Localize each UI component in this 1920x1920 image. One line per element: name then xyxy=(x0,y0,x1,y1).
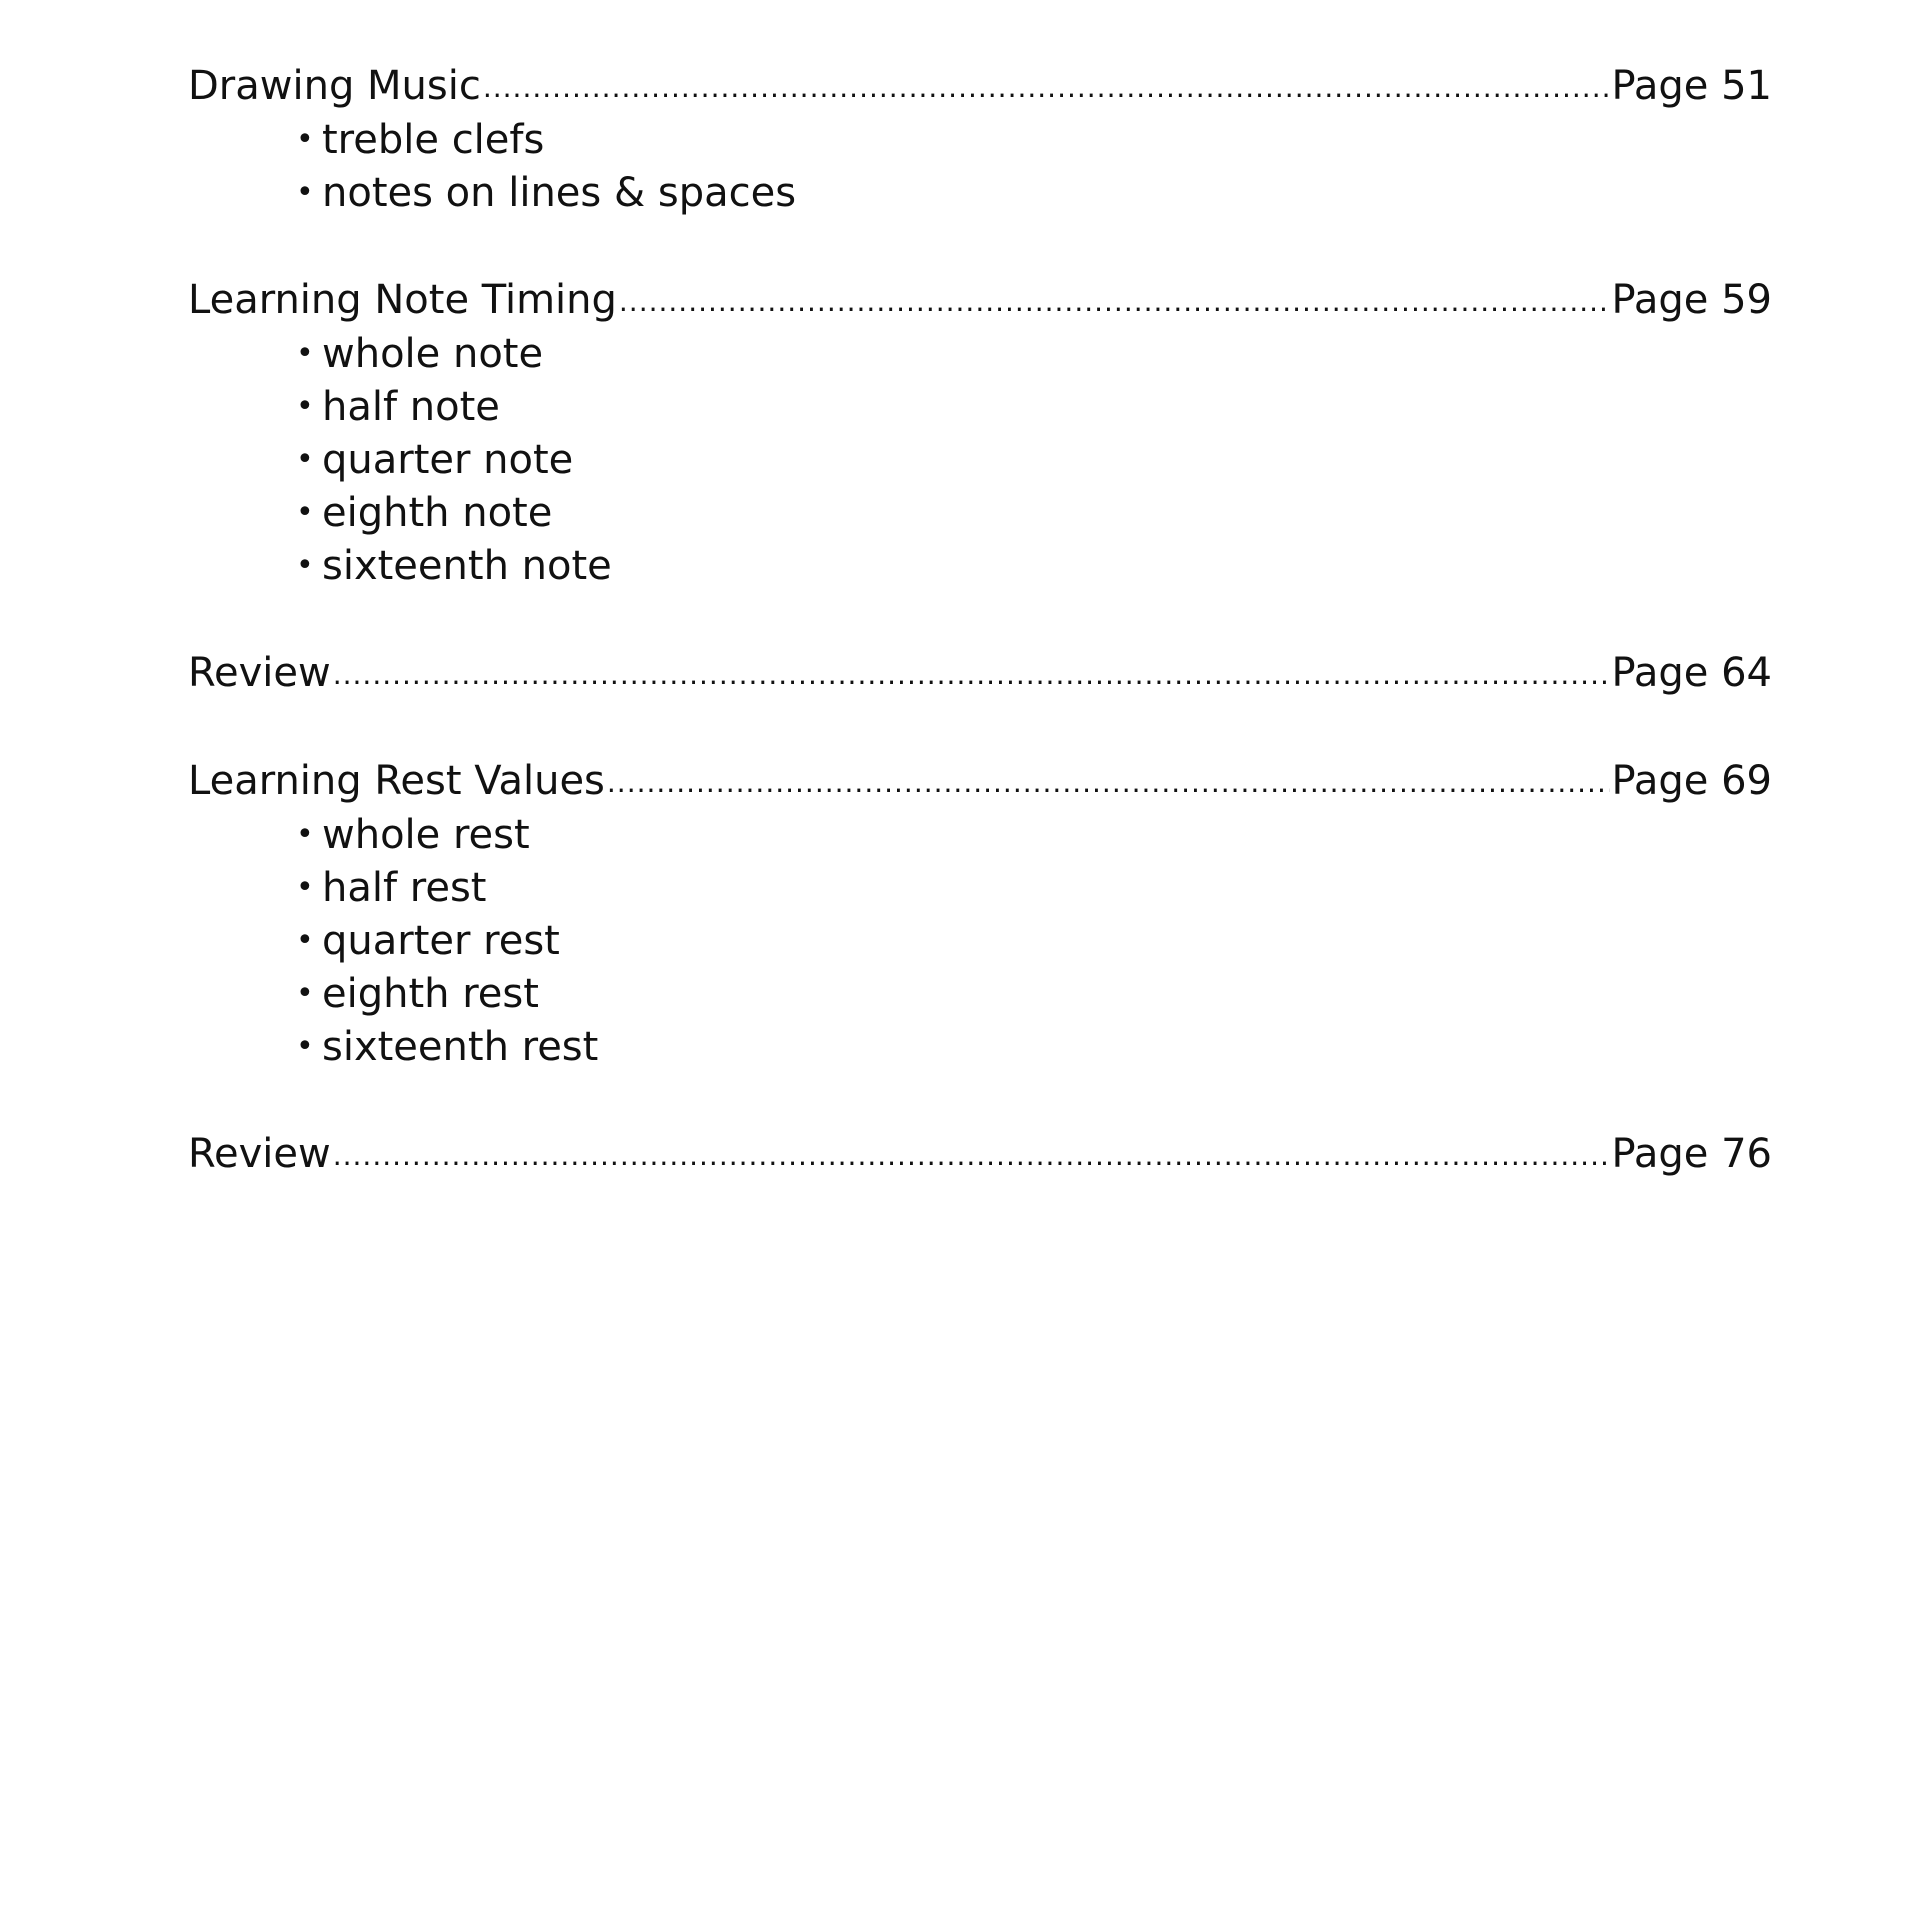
toc-section-review xyxy=(188,645,1772,701)
bullet-icon: • xyxy=(296,817,314,852)
bullet-icon: • xyxy=(296,175,314,210)
toc-section-review xyxy=(188,1126,1772,1182)
toc-subitem-list xyxy=(188,114,1772,220)
dot-leader xyxy=(607,751,1610,811)
bullet-icon: • xyxy=(296,495,314,530)
dot-leader xyxy=(333,1124,1610,1184)
toc-subitem xyxy=(296,167,1772,220)
toc-subitem-label: sixteenth rest xyxy=(322,1024,599,1070)
toc-subitem xyxy=(296,968,1772,1021)
bullet-icon: • xyxy=(296,122,314,157)
toc-entry-title: Review xyxy=(188,1131,331,1177)
toc-entry xyxy=(188,1126,1772,1182)
toc-section-learning-note-timing xyxy=(188,272,1772,593)
toc-subitem-list xyxy=(188,809,1772,1074)
toc-entry-page: Page 69 xyxy=(1611,758,1772,804)
toc-entry-page: Page 76 xyxy=(1611,1131,1772,1177)
toc-subitem-label: quarter rest xyxy=(322,918,560,964)
bullet-icon: • xyxy=(296,336,314,371)
toc-subitem xyxy=(296,540,1772,593)
table-of-contents xyxy=(188,58,1772,1234)
bullet-icon: • xyxy=(296,870,314,905)
toc-entry xyxy=(188,645,1772,701)
toc-subitem xyxy=(296,809,1772,862)
dot-leader xyxy=(483,56,1610,116)
toc-entry-page: Page 51 xyxy=(1611,63,1772,109)
dot-leader xyxy=(333,643,1610,703)
bullet-icon: • xyxy=(296,1029,314,1064)
toc-subitem xyxy=(296,862,1772,915)
toc-entry-title: Drawing Music xyxy=(188,63,481,109)
toc-subitem xyxy=(296,114,1772,167)
toc-subitem-label: treble clefs xyxy=(322,117,545,163)
toc-subitem xyxy=(296,915,1772,968)
toc-section-learning-rest-values xyxy=(188,753,1772,1074)
bullet-icon: • xyxy=(296,389,314,424)
toc-entry-page: Page 59 xyxy=(1611,277,1772,323)
toc-subitem xyxy=(296,1021,1772,1074)
toc-entry xyxy=(188,753,1772,809)
bullet-icon: • xyxy=(296,548,314,583)
toc-entry-page: Page 64 xyxy=(1611,650,1772,696)
toc-subitem-label: eighth note xyxy=(322,490,553,536)
toc-subitem xyxy=(296,381,1772,434)
toc-entry-title: Learning Note Timing xyxy=(188,277,617,323)
bullet-icon: • xyxy=(296,442,314,477)
dot-leader xyxy=(619,270,1610,330)
toc-subitem-label: notes on lines & spaces xyxy=(322,170,797,216)
toc-subitem-label: half note xyxy=(322,384,500,430)
toc-subitem-list xyxy=(188,328,1772,593)
toc-subitem-label: sixteenth note xyxy=(322,543,612,589)
toc-entry xyxy=(188,58,1772,114)
toc-subitem xyxy=(296,487,1772,540)
toc-entry xyxy=(188,272,1772,328)
toc-subitem-label: half rest xyxy=(322,865,487,911)
toc-subitem-label: whole note xyxy=(322,331,544,377)
toc-entry-title: Review xyxy=(188,650,331,696)
toc-entry-title: Learning Rest Values xyxy=(188,758,605,804)
toc-subitem-label: whole rest xyxy=(322,812,530,858)
toc-subitem-label: eighth rest xyxy=(322,971,539,1017)
toc-subitem xyxy=(296,434,1772,487)
toc-subitem-label: quarter note xyxy=(322,437,574,483)
bullet-icon: • xyxy=(296,923,314,958)
bullet-icon: • xyxy=(296,976,314,1011)
toc-section-drawing-music xyxy=(188,58,1772,220)
toc-subitem xyxy=(296,328,1772,381)
